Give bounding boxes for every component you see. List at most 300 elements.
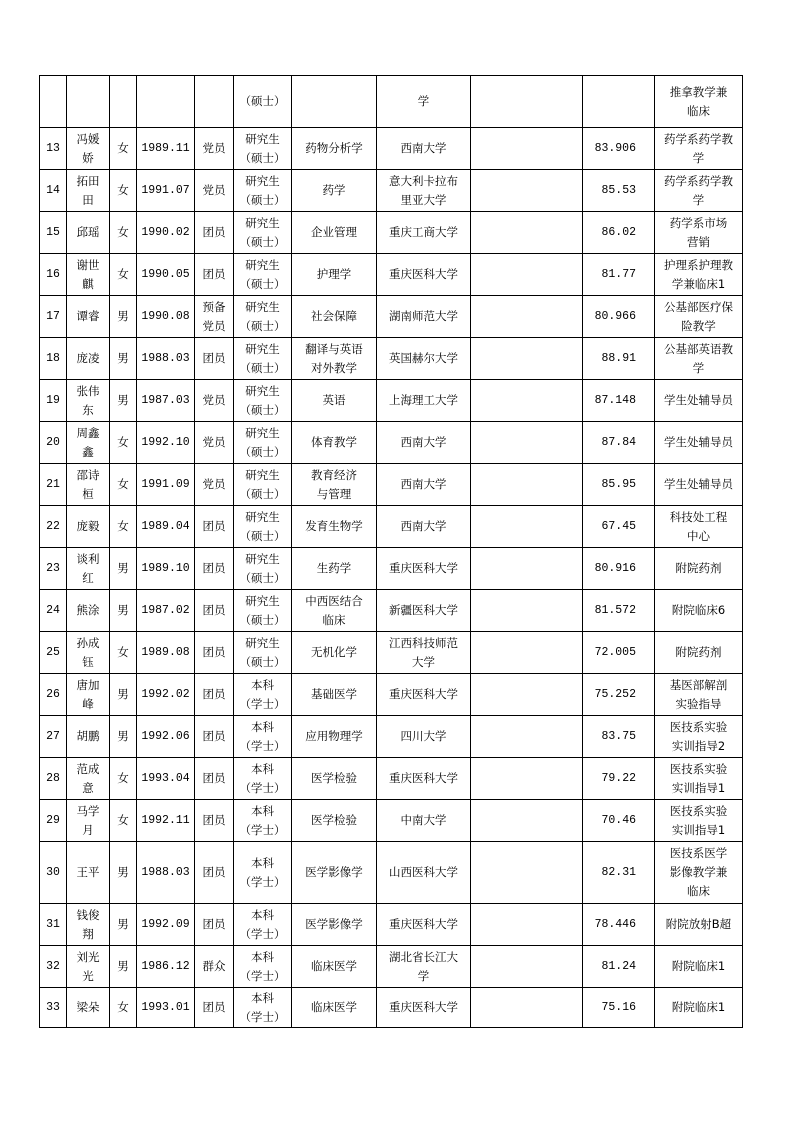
cell-blank bbox=[471, 128, 583, 170]
cell-major bbox=[292, 716, 377, 758]
cell-score: 81.24 bbox=[583, 946, 655, 988]
table-row bbox=[40, 128, 743, 170]
cell-birth-date: 1987.03 bbox=[137, 380, 195, 422]
cell-major bbox=[292, 254, 377, 296]
table-row bbox=[40, 464, 743, 506]
cell-education-line: 研究生 bbox=[245, 215, 280, 230]
cell-education-line: 本科 bbox=[251, 677, 274, 692]
cell-post bbox=[655, 212, 743, 254]
table-row bbox=[40, 422, 743, 464]
cell-birth-date: 1989.04 bbox=[137, 506, 195, 548]
cell-education-line: （硕士） bbox=[239, 360, 286, 375]
cell-name-line: 翔 bbox=[82, 926, 94, 941]
cell-major-line: 医学影像学 bbox=[305, 865, 363, 879]
cell-major-line: 发育生物学 bbox=[305, 519, 363, 533]
cell-political-status bbox=[195, 590, 234, 632]
cell-birth-date: 1992.09 bbox=[137, 904, 195, 946]
table-row bbox=[40, 76, 743, 128]
cell-post bbox=[655, 674, 743, 716]
cell-political-status-line: 团员 bbox=[202, 1000, 226, 1014]
cell-score: 79.22 bbox=[583, 758, 655, 800]
cell-birth-date: 1989.10 bbox=[137, 548, 195, 590]
cell-post bbox=[655, 422, 743, 464]
table-row bbox=[40, 674, 743, 716]
cell-gender: 男 bbox=[110, 380, 137, 422]
cell-education bbox=[234, 170, 292, 212]
cell-school-line: 重庆医科大学 bbox=[389, 687, 458, 701]
cell-post-line: 基医部解剖 bbox=[669, 677, 728, 692]
cell-major-line: 临床 bbox=[322, 612, 346, 627]
cell-score: 82.31 bbox=[583, 842, 655, 904]
cell-gender: 女 bbox=[110, 254, 137, 296]
cell-education-line: 研究生 bbox=[245, 593, 280, 608]
cell-education-line: （学士） bbox=[239, 780, 286, 795]
table-row bbox=[40, 800, 743, 842]
cell-school-line: 西南大学 bbox=[400, 435, 447, 449]
cell-birth-date: 1990.02 bbox=[137, 212, 195, 254]
cell-name bbox=[67, 254, 110, 296]
cell-post bbox=[655, 76, 743, 128]
cell-post-line: 实训指导2 bbox=[671, 738, 726, 753]
cell-name bbox=[67, 422, 110, 464]
cell-name-line: 东 bbox=[82, 402, 94, 417]
cell-education-line: （硕士） bbox=[239, 402, 286, 417]
cell-name-line: 庞凌 bbox=[76, 351, 100, 365]
cell-post-line: 附院药剂 bbox=[675, 561, 722, 575]
cell-blank bbox=[471, 254, 583, 296]
cell-score bbox=[583, 76, 655, 128]
cell-political-status bbox=[195, 128, 234, 170]
cell-political-status bbox=[195, 170, 234, 212]
cell-political-status bbox=[195, 842, 234, 904]
cell-school-line: 意大利卡拉布 bbox=[389, 173, 458, 188]
cell-education-line: （学士） bbox=[239, 696, 286, 711]
cell-post-line: 药学系药学教 bbox=[664, 131, 733, 146]
cell-school bbox=[377, 464, 471, 506]
cell-education-line: 研究生 bbox=[245, 509, 280, 524]
cell-post-line: 学 bbox=[692, 150, 705, 165]
cell-birth-date: 1990.05 bbox=[137, 254, 195, 296]
cell-political-status-line: 团员 bbox=[202, 865, 226, 879]
cell-name-line: 冯媛 bbox=[76, 131, 100, 146]
cell-education-line: 本科 bbox=[251, 949, 274, 964]
roster-body bbox=[40, 76, 743, 1028]
cell-post bbox=[655, 296, 743, 338]
cell-education-line: 本科 bbox=[251, 803, 274, 818]
table-row bbox=[40, 212, 743, 254]
cell-gender: 女 bbox=[110, 212, 137, 254]
cell-major bbox=[292, 800, 377, 842]
cell-education-line: （硕士） bbox=[239, 234, 286, 249]
cell-education-line: （学士） bbox=[239, 968, 286, 983]
cell-birth-date: 1989.08 bbox=[137, 632, 195, 674]
cell-political-status-line: 团员 bbox=[202, 519, 226, 533]
table-row bbox=[40, 254, 743, 296]
cell-post bbox=[655, 380, 743, 422]
cell-school-line: 中南大学 bbox=[400, 813, 447, 827]
cell-post-line: 实验指导 bbox=[675, 696, 722, 711]
cell-political-status bbox=[195, 988, 234, 1028]
cell-name bbox=[67, 758, 110, 800]
cell-education bbox=[234, 548, 292, 590]
cell-education-line: （学士） bbox=[239, 874, 286, 889]
cell-name bbox=[67, 548, 110, 590]
cell-political-status bbox=[195, 254, 234, 296]
cell-number: 32 bbox=[40, 946, 67, 988]
cell-education bbox=[234, 590, 292, 632]
table-row bbox=[40, 506, 743, 548]
cell-school bbox=[377, 590, 471, 632]
cell-political-status bbox=[195, 212, 234, 254]
cell-name-line: 邱瑶 bbox=[76, 225, 100, 239]
cell-post bbox=[655, 548, 743, 590]
cell-political-status bbox=[195, 800, 234, 842]
cell-name-line: 王平 bbox=[76, 865, 100, 879]
cell-name bbox=[67, 338, 110, 380]
cell-school-line: 湖南师范大学 bbox=[389, 309, 458, 323]
cell-post bbox=[655, 464, 743, 506]
cell-political-status-line: 团员 bbox=[202, 687, 226, 701]
cell-education-line: 研究生 bbox=[245, 257, 280, 272]
cell-blank bbox=[471, 170, 583, 212]
table-row bbox=[40, 904, 743, 946]
cell-major-line: 护理学 bbox=[316, 267, 352, 281]
cell-political-status-line: 党员 bbox=[202, 183, 226, 197]
cell-school bbox=[377, 800, 471, 842]
cell-name bbox=[67, 296, 110, 338]
cell-political-status-line: 党员 bbox=[202, 318, 226, 333]
cell-education-line: （硕士） bbox=[239, 318, 286, 333]
cell-major bbox=[292, 946, 377, 988]
cell-gender bbox=[110, 76, 137, 128]
cell-education-line: （硕士） bbox=[239, 486, 286, 501]
cell-name-line: 邵诗 bbox=[76, 467, 100, 482]
cell-score: 85.53 bbox=[583, 170, 655, 212]
cell-blank bbox=[471, 758, 583, 800]
cell-name bbox=[67, 674, 110, 716]
cell-major bbox=[292, 338, 377, 380]
cell-score: 75.16 bbox=[583, 988, 655, 1028]
cell-major bbox=[292, 128, 377, 170]
cell-score: 81.572 bbox=[583, 590, 655, 632]
cell-major-line: 医学影像学 bbox=[305, 917, 363, 931]
cell-education-line: （硕士） bbox=[239, 654, 286, 669]
cell-post bbox=[655, 632, 743, 674]
cell-school bbox=[377, 674, 471, 716]
table-row bbox=[40, 842, 743, 904]
cell-education bbox=[234, 128, 292, 170]
cell-post-line: 临床 bbox=[687, 103, 710, 118]
cell-post-line: 医技系实验 bbox=[669, 803, 728, 818]
cell-birth-date: 1992.11 bbox=[137, 800, 195, 842]
cell-post bbox=[655, 800, 743, 842]
cell-birth-date: 1992.10 bbox=[137, 422, 195, 464]
cell-post-line: 营销 bbox=[687, 234, 710, 249]
cell-political-status bbox=[195, 296, 234, 338]
table-row bbox=[40, 988, 743, 1028]
cell-number: 20 bbox=[40, 422, 67, 464]
cell-major-line: 临床医学 bbox=[311, 959, 357, 973]
cell-blank bbox=[471, 76, 583, 128]
cell-name-line: 张伟 bbox=[76, 383, 100, 398]
cell-political-status bbox=[195, 632, 234, 674]
cell-major-line: 教育经济 bbox=[311, 467, 357, 482]
cell-score: 81.77 bbox=[583, 254, 655, 296]
cell-post-line: 公基部医疗保 bbox=[664, 299, 733, 314]
cell-gender: 女 bbox=[110, 988, 137, 1028]
cell-name-line: 意 bbox=[82, 780, 94, 795]
cell-name-line: 马学 bbox=[76, 803, 100, 818]
cell-name-line: 谢世 bbox=[76, 257, 100, 272]
cell-political-status-line: 群众 bbox=[202, 959, 226, 973]
cell-name bbox=[67, 904, 110, 946]
cell-education-line: （硕士） bbox=[239, 570, 286, 585]
cell-number: 26 bbox=[40, 674, 67, 716]
cell-post bbox=[655, 988, 743, 1028]
cell-education-line: （硕士） bbox=[239, 150, 286, 165]
cell-name bbox=[67, 76, 110, 128]
cell-gender: 女 bbox=[110, 128, 137, 170]
cell-school bbox=[377, 506, 471, 548]
cell-major-line: 中西医结合 bbox=[305, 593, 363, 608]
cell-name-line: 胡鹏 bbox=[76, 729, 100, 743]
cell-school-line: 学 bbox=[417, 968, 430, 983]
cell-post-line: 推拿教学兼 bbox=[669, 84, 728, 99]
cell-birth-date: 1990.08 bbox=[137, 296, 195, 338]
cell-blank bbox=[471, 988, 583, 1028]
cell-number: 29 bbox=[40, 800, 67, 842]
cell-score: 67.45 bbox=[583, 506, 655, 548]
cell-birth-date: 1987.02 bbox=[137, 590, 195, 632]
cell-post-line: 学 bbox=[692, 360, 705, 375]
cell-major bbox=[292, 464, 377, 506]
cell-name-line: 麒 bbox=[82, 276, 94, 291]
cell-education-line: （硕士） bbox=[239, 528, 286, 543]
cell-post-line: 附院药剂 bbox=[675, 645, 722, 659]
cell-birth-date: 1988.03 bbox=[137, 842, 195, 904]
cell-blank bbox=[471, 590, 583, 632]
cell-education-line: 研究生 bbox=[245, 467, 280, 482]
cell-education-line: 研究生 bbox=[245, 131, 280, 146]
cell-major-line: 英语 bbox=[322, 393, 346, 407]
cell-name-line: 拓田 bbox=[76, 173, 100, 188]
cell-education bbox=[234, 758, 292, 800]
table-row bbox=[40, 296, 743, 338]
cell-post bbox=[655, 946, 743, 988]
cell-blank bbox=[471, 422, 583, 464]
cell-gender: 女 bbox=[110, 800, 137, 842]
cell-political-status bbox=[195, 506, 234, 548]
cell-education bbox=[234, 422, 292, 464]
cell-school-line: 里亚大学 bbox=[400, 192, 447, 207]
cell-education bbox=[234, 254, 292, 296]
cell-name-line: 熊涂 bbox=[76, 603, 100, 617]
cell-political-status-line: 党员 bbox=[202, 435, 226, 449]
cell-name bbox=[67, 632, 110, 674]
cell-birth-date: 1991.09 bbox=[137, 464, 195, 506]
cell-score: 86.02 bbox=[583, 212, 655, 254]
cell-education-line: 研究生 bbox=[245, 551, 280, 566]
cell-birth-date: 1993.04 bbox=[137, 758, 195, 800]
cell-score: 85.95 bbox=[583, 464, 655, 506]
cell-education bbox=[234, 800, 292, 842]
cell-major bbox=[292, 170, 377, 212]
cell-school-line: 西南大学 bbox=[400, 477, 447, 491]
cell-education-line: 研究生 bbox=[245, 341, 280, 356]
cell-score: 83.75 bbox=[583, 716, 655, 758]
cell-post bbox=[655, 758, 743, 800]
cell-gender: 女 bbox=[110, 506, 137, 548]
cell-name-line: 娇 bbox=[82, 150, 94, 165]
cell-name bbox=[67, 716, 110, 758]
cell-political-status-line: 团员 bbox=[202, 917, 226, 931]
cell-education-line: （硕士） bbox=[239, 444, 286, 459]
cell-political-status bbox=[195, 904, 234, 946]
cell-name bbox=[67, 590, 110, 632]
cell-birth-date: 1988.03 bbox=[137, 338, 195, 380]
cell-score: 88.91 bbox=[583, 338, 655, 380]
cell-number: 23 bbox=[40, 548, 67, 590]
cell-political-status-line: 预备 bbox=[202, 299, 226, 314]
cell-post-line: 实训指导1 bbox=[671, 780, 726, 795]
cell-education-line: （硕士） bbox=[239, 612, 286, 627]
cell-gender: 男 bbox=[110, 296, 137, 338]
cell-blank bbox=[471, 464, 583, 506]
cell-birth-date: 1993.01 bbox=[137, 988, 195, 1028]
cell-school-line: 新疆医科大学 bbox=[389, 603, 458, 617]
cell-education bbox=[234, 632, 292, 674]
cell-education-line: （硕士） bbox=[239, 192, 286, 207]
cell-blank bbox=[471, 506, 583, 548]
cell-blank bbox=[471, 338, 583, 380]
cell-name-line: 唐加 bbox=[76, 677, 100, 692]
cell-education-line: （学士） bbox=[239, 822, 286, 837]
cell-name-line: 钰 bbox=[82, 654, 94, 669]
cell-name bbox=[67, 800, 110, 842]
cell-major-line: 应用物理学 bbox=[305, 729, 363, 743]
cell-education-line: 研究生 bbox=[245, 299, 280, 314]
cell-major bbox=[292, 988, 377, 1028]
cell-school bbox=[377, 296, 471, 338]
cell-name-line: 范成 bbox=[76, 761, 100, 776]
cell-score: 78.446 bbox=[583, 904, 655, 946]
cell-school bbox=[377, 904, 471, 946]
cell-major-line: 药学 bbox=[322, 183, 346, 197]
cell-education bbox=[234, 76, 292, 128]
cell-name bbox=[67, 842, 110, 904]
cell-number: 22 bbox=[40, 506, 67, 548]
cell-number: 13 bbox=[40, 128, 67, 170]
cell-major bbox=[292, 296, 377, 338]
cell-school-line: 重庆医科大学 bbox=[389, 561, 458, 575]
cell-name-line: 钱俊 bbox=[76, 907, 100, 922]
cell-political-status bbox=[195, 422, 234, 464]
cell-name bbox=[67, 170, 110, 212]
cell-education-line: 本科 bbox=[251, 907, 274, 922]
cell-major bbox=[292, 380, 377, 422]
cell-school bbox=[377, 946, 471, 988]
cell-gender: 男 bbox=[110, 674, 137, 716]
cell-education bbox=[234, 212, 292, 254]
cell-school-line: 江西科技师范 bbox=[389, 635, 458, 650]
cell-education bbox=[234, 464, 292, 506]
cell-education-line: 研究生 bbox=[245, 635, 280, 650]
cell-education bbox=[234, 904, 292, 946]
cell-name-line: 鑫 bbox=[82, 444, 94, 459]
cell-school bbox=[377, 632, 471, 674]
cell-political-status-line: 党员 bbox=[202, 477, 226, 491]
cell-political-status-line: 团员 bbox=[202, 813, 226, 827]
cell-score: 75.252 bbox=[583, 674, 655, 716]
cell-political-status bbox=[195, 464, 234, 506]
cell-post-line: 护理系护理教 bbox=[664, 257, 733, 272]
cell-post-line: 药学系药学教 bbox=[664, 173, 733, 188]
cell-school-line: 湖北省长江大 bbox=[389, 949, 458, 964]
cell-number bbox=[40, 76, 67, 128]
cell-number: 17 bbox=[40, 296, 67, 338]
cell-major-line: 医学检验 bbox=[311, 771, 357, 785]
cell-name-line: 梁朵 bbox=[76, 1000, 100, 1014]
cell-gender: 男 bbox=[110, 716, 137, 758]
cell-number: 14 bbox=[40, 170, 67, 212]
cell-school-line: 重庆工商大学 bbox=[389, 225, 458, 239]
cell-gender: 女 bbox=[110, 170, 137, 212]
cell-school-line: 上海理工大学 bbox=[389, 393, 458, 407]
cell-blank bbox=[471, 296, 583, 338]
cell-post-line: 实训指导1 bbox=[671, 822, 726, 837]
cell-gender: 男 bbox=[110, 590, 137, 632]
cell-school bbox=[377, 254, 471, 296]
cell-political-status-line: 团员 bbox=[202, 603, 226, 617]
cell-name-line: 桓 bbox=[82, 486, 94, 501]
table-row bbox=[40, 380, 743, 422]
cell-political-status-line: 党员 bbox=[202, 393, 226, 407]
cell-number: 31 bbox=[40, 904, 67, 946]
cell-number: 28 bbox=[40, 758, 67, 800]
cell-post bbox=[655, 506, 743, 548]
cell-birth-date bbox=[137, 76, 195, 128]
cell-major-line: 体育教学 bbox=[311, 435, 357, 449]
cell-birth-date: 1986.12 bbox=[137, 946, 195, 988]
cell-education-line: 本科 bbox=[251, 761, 274, 776]
cell-education-line: 本科 bbox=[251, 990, 274, 1005]
cell-gender: 女 bbox=[110, 464, 137, 506]
cell-post-line: 影像教学兼 bbox=[669, 865, 728, 879]
cell-school-line: 西南大学 bbox=[400, 519, 447, 533]
cell-education-line: 本科 bbox=[251, 719, 274, 734]
cell-number: 25 bbox=[40, 632, 67, 674]
cell-major-line: 社会保障 bbox=[311, 309, 357, 323]
cell-major-line: 无机化学 bbox=[311, 645, 357, 659]
cell-school-line: 重庆医科大学 bbox=[389, 267, 458, 281]
cell-political-status-line: 团员 bbox=[202, 771, 226, 785]
cell-birth-date: 1989.11 bbox=[137, 128, 195, 170]
cell-number: 24 bbox=[40, 590, 67, 632]
cell-school bbox=[377, 380, 471, 422]
cell-name bbox=[67, 212, 110, 254]
cell-number: 19 bbox=[40, 380, 67, 422]
cell-school bbox=[377, 76, 471, 128]
table-row bbox=[40, 338, 743, 380]
cell-education bbox=[234, 674, 292, 716]
cell-education-line: 本科 bbox=[251, 855, 274, 870]
cell-education-line: 研究生 bbox=[245, 425, 280, 440]
cell-gender: 男 bbox=[110, 842, 137, 904]
cell-education-line: 研究生 bbox=[245, 173, 280, 188]
cell-post-line: 科技处工程 bbox=[669, 509, 728, 524]
cell-blank bbox=[471, 380, 583, 422]
cell-name bbox=[67, 946, 110, 988]
